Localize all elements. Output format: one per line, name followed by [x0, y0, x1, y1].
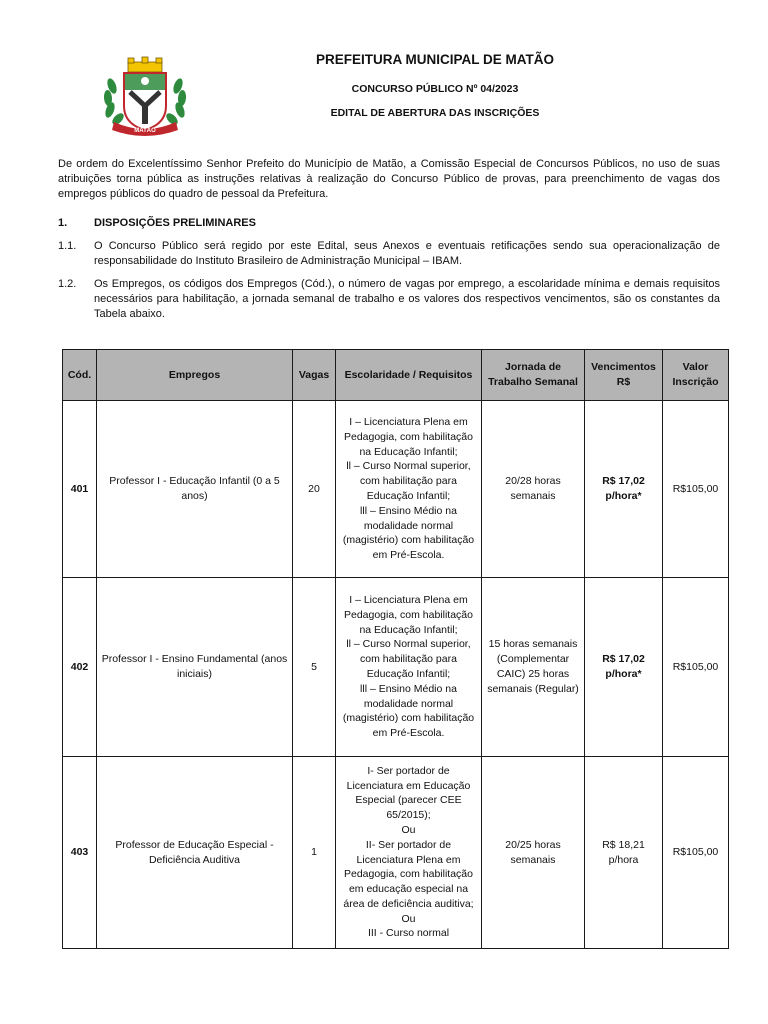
cell-jornada: 20/25 horas semanais — [482, 757, 585, 949]
mural-crown-icon — [128, 57, 162, 72]
intro-paragraph: De ordem do Excelentíssimo Senhor Prefeito do Município de Matão, a Comissão Especial de Concursos Públicos, no uso de suas atribuições torna pública as instruções relativas à realização do Concurso Público de provas, para preenchimento de vagas dos empregos públicos do quadro de pessoal da Prefeitura. — [58, 158, 720, 200]
edital-title: EDITAL DE ABERTURA DAS INSCRIÇÕES — [330, 107, 540, 119]
cell-cod: 401 — [63, 401, 97, 578]
clause-text: Os Empregos, os códigos dos Empregos (Cód.), o número de vagas por emprego, a escolaridade mínima e demais requisitos necessários para habilitação, a jornada semanal de trabalho e os valores dos respectivos vencimentos, são os constantes da Tabela abaixo. — [94, 278, 720, 320]
laurel-left-icon — [103, 77, 125, 127]
cell-vencimentos: R$ 17,02 p/hora* — [585, 401, 663, 578]
cell-inscricao: R$105,00 — [663, 578, 729, 757]
cell-escolaridade: I – Licenciatura Plena em Pedagogia, com habilitação na Educação Infantil; ll – Curso Normal superior, com habilitação para Educação Infantil; lll – Ensino Médio na modalidade normal (magistério) com habilitação em Pré-Escola. — [336, 401, 482, 578]
table-header-row — [63, 350, 729, 401]
cell-vagas: 20 — [293, 401, 336, 578]
col-header-vagas: Vagas — [293, 350, 336, 401]
cell-cod: 403 — [63, 757, 97, 949]
col-header-jornada: Jornada de Trabalho Semanal — [482, 350, 585, 401]
cell-escolaridade: I- Ser portador de Licenciatura em Educação Especial (parecer CEE 65/2015); Ou II- Ser portador de Licenciatura Plena em Pedagogia, com habilitação em educação especial na área de deficiência auditiva; Ou III - Curso normal — [336, 757, 482, 949]
cell-emprego: Professor I - Educação Infantil (0 a 5 anos) — [97, 401, 293, 578]
cell-vencimentos: R$ 18,21 p/hora — [585, 757, 663, 949]
cell-escolaridade: I – Licenciatura Plena em Pedagogia, com habilitação na Educação Infantil; ll – Curso Normal superior, com habilitação para Educação Infantil; lll – Ensino Médio na modalidade normal (magistério) com habilitação em Pré-Escola. — [336, 578, 482, 757]
col-header-cod: Cód. — [63, 350, 97, 401]
laurel-right-icon — [164, 77, 186, 127]
cell-inscricao: R$105,00 — [663, 757, 729, 949]
clause-number: 1.1. — [58, 240, 77, 252]
cell-emprego: Professor de Educação Especial - Deficiência Auditiva — [97, 757, 293, 949]
table-row — [63, 578, 729, 757]
cell-inscricao: R$105,00 — [663, 401, 729, 578]
col-header-vencimentos: Vencimentos R$ — [585, 350, 663, 401]
table-row — [63, 401, 729, 578]
clause-number: 1.2. — [58, 278, 77, 290]
cell-cod: 402 — [63, 578, 97, 757]
page-title: PREFEITURA MUNICIPAL DE MATÃO — [316, 52, 554, 67]
cell-jornada: 15 horas semanais (Complementar CAIC) 25 horas semanais (Regular) — [482, 578, 585, 757]
cell-emprego: Professor I - Ensino Fundamental (anos iniciais) — [97, 578, 293, 757]
clause-1-2 — [58, 277, 720, 322]
table-row — [63, 757, 729, 949]
cell-vagas: 5 — [293, 578, 336, 757]
clause-text: O Concurso Público será regido por este Edital, seus Anexos e eventuais retificações sendo sua operacionalização de responsabilidade do Instituto Brasileiro de Administração Municipal – IBAM. — [94, 240, 720, 267]
section-number: 1. — [58, 217, 68, 229]
cell-vagas: 1 — [293, 757, 336, 949]
coat-of-arms-logo — [100, 56, 190, 136]
jobs-table — [62, 349, 729, 949]
cell-jornada: 20/28 horas semanais — [482, 401, 585, 578]
contest-number: CONCURSO PÚBLICO Nº 04/2023 — [351, 83, 519, 95]
col-header-inscricao: Valor Inscrição — [663, 350, 729, 401]
section-title: DISPOSIÇÕES PRELIMINARES — [94, 217, 256, 229]
col-header-empregos: Empregos — [97, 350, 293, 401]
col-header-escolaridade: Escolaridade / Requisitos — [336, 350, 482, 401]
cell-vencimentos: R$ 17,02 p/hora* — [585, 578, 663, 757]
logo-ribbon-text: MATÃO — [134, 128, 156, 134]
clause-1-1 — [58, 239, 720, 269]
section-heading — [58, 217, 256, 229]
